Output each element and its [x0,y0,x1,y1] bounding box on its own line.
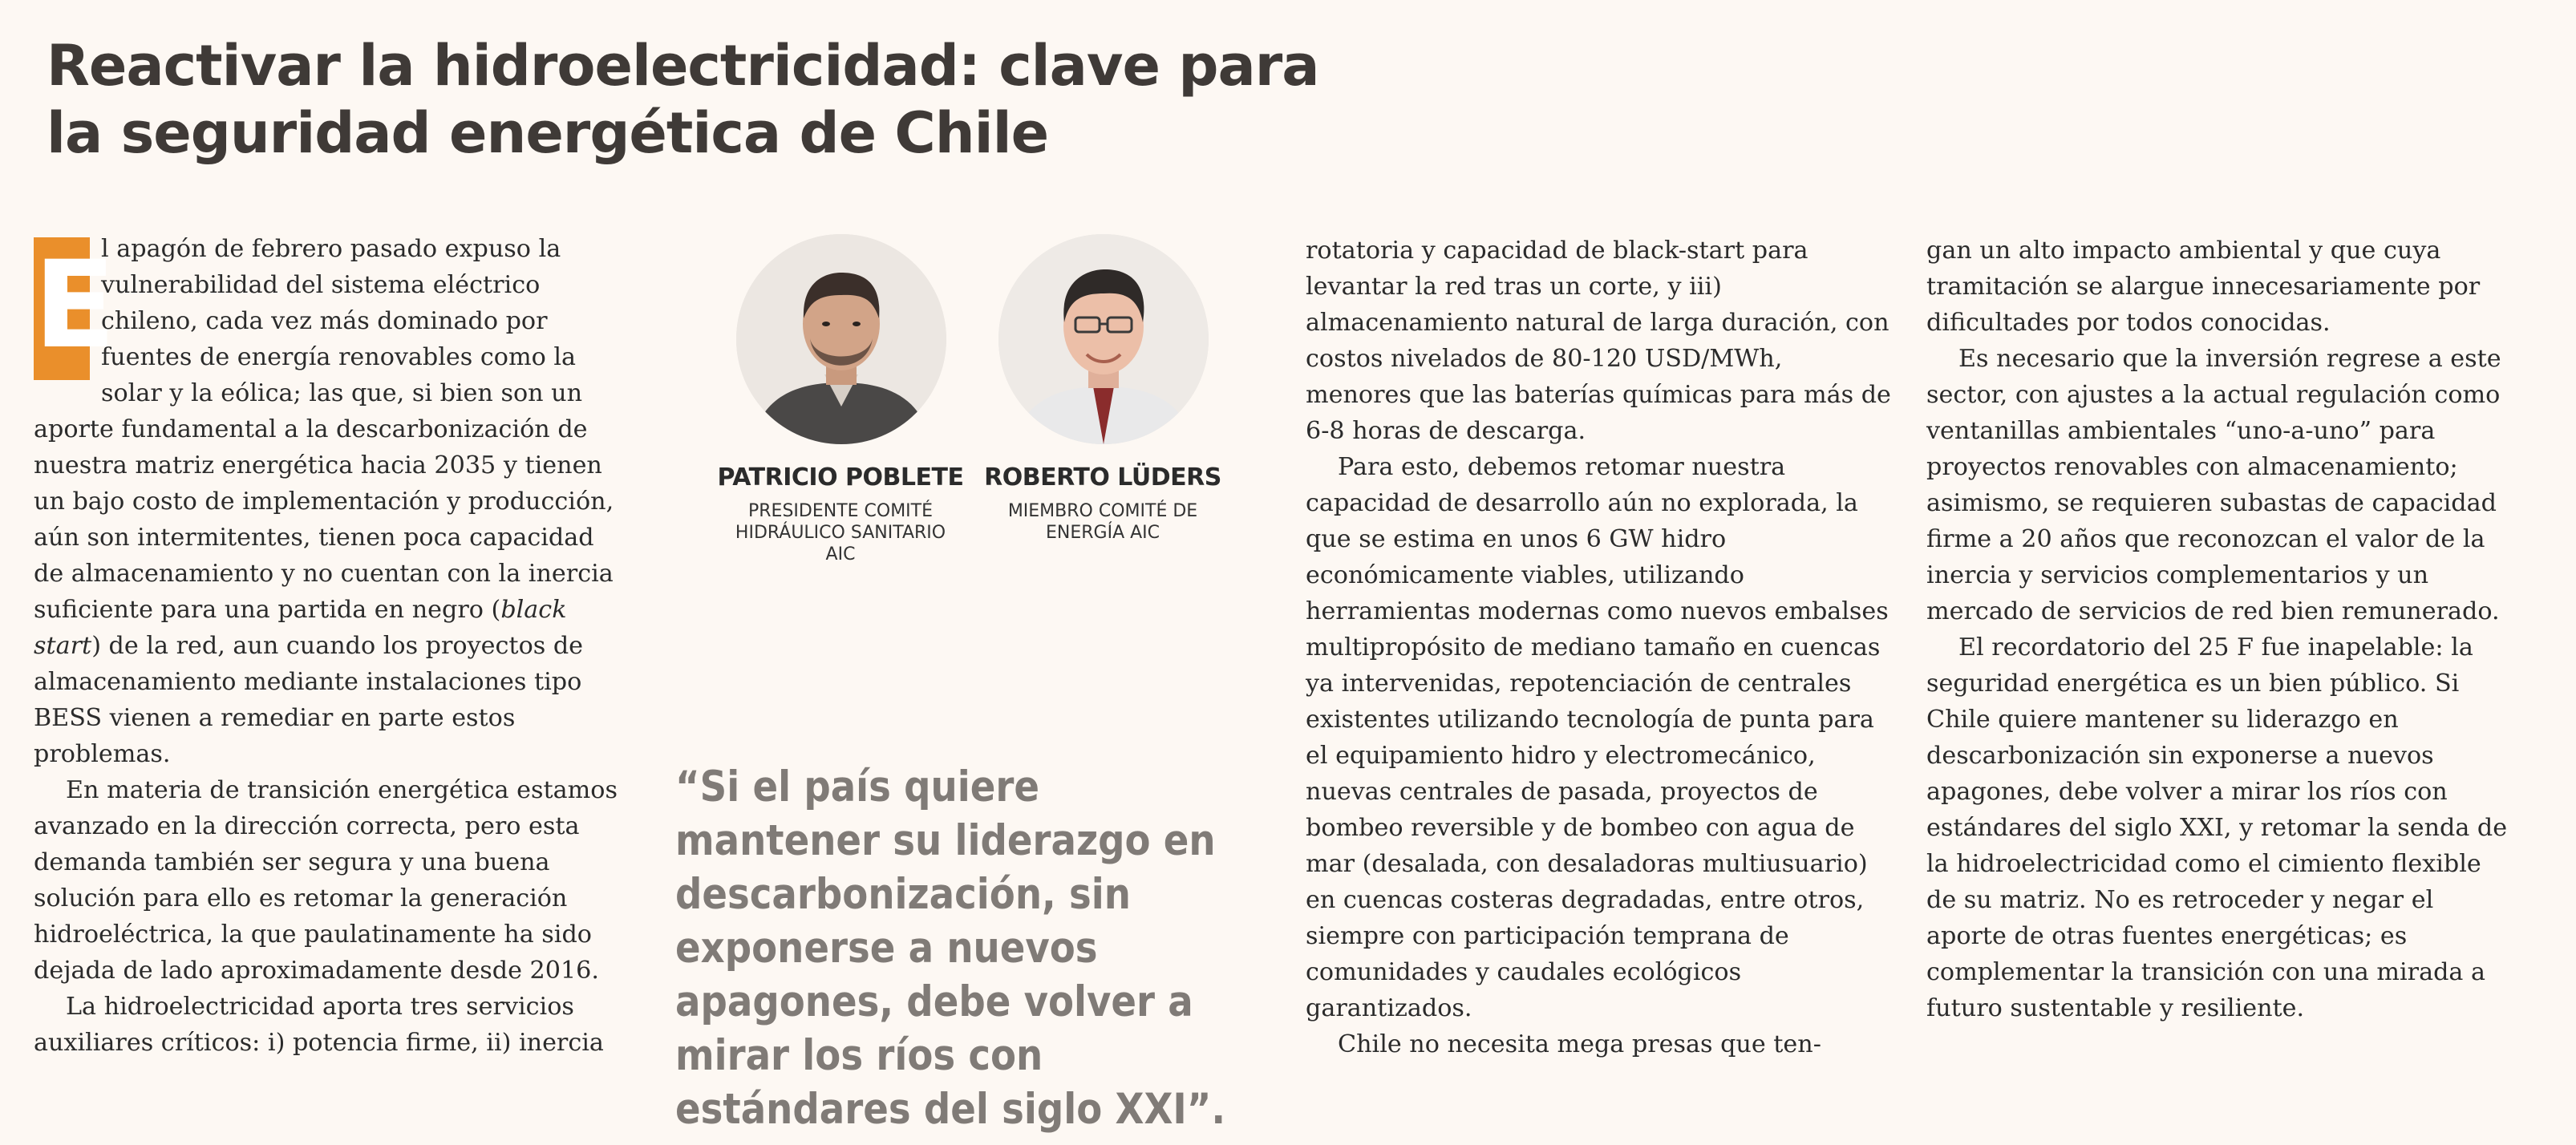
article-column-4 [1926,233,2516,1026]
article-column-3 [1306,233,1895,1062]
role-line: MIEMBRO COMITÉ DE [1007,501,1198,521]
author-role [958,500,1247,544]
paragraph: En materia de transición energética estamos avanzado en la dirección correcta, pero esta demanda también ser segura y una buena solución para ello es retomar la generación hidroeléctrica, la que paulatinamente ha sido dejada de lado aproximadamente desde 2016. [34,776,618,985]
paragraph: La hidroelectricidad aporta tres servicios auxiliares críticos: i) potencia firme, ii) inercia [34,993,604,1057]
paragraph: Es necesario que la inversión regrese a este sector, con ajustes a la actual regulación como ventanillas ambientales “uno-a-uno” para proyectos renovables con almacenamiento; asimismo, se requieren subastas de capacidad firme a 20 años que reconozcan el valor de la inercia y servicios complementarios y un mercado de servicios de red bien remunerado. [1926,345,2501,625]
author-role [696,500,985,565]
role-line: HIDRÁULICO SANITARIO [735,523,946,543]
author-name: PATRICIO POBLETE [717,463,964,492]
paragraph: rotatoria y capacidad de black-start para levantar la red tras un corte, y iii) almacenamiento natural de larga duración, con costos nivelados de 80-120 USD/MWh, menores que las baterías químicas para más de 6-8 horas de descarga. [1306,237,1891,445]
role-line: ENERGÍA AIC [1045,523,1160,543]
author-photo-roberto-luders [998,234,1209,444]
paragraph-text: l apagón de febrero pasado expuso la vulnerabilidad del sistema eléctrico chileno, cada vez más dominado por fuentes de energía renovables como la solar y la eólica; las que, si bien son un aporte fundamental a la descarbonización de nuestra matriz energética hacia 2035 y tienen un bajo costo de implementación y producción, aún son intermitentes, tienen poca capacidad de almacenamiento y no cuentan con la inercia suficiente para una partida en negro ( [34,235,614,624]
headline: Reactivar la hidroelectricidad: clave para la seguridad energética de Chile [47,33,1319,166]
author-name: ROBERTO LÜDERS [984,463,1221,492]
paragraph: gan un alto impacto ambiental y que cuya tramitación se alargue innecesariamente por dificultades por todos conocidas. [1926,237,2481,337]
pull-quote: “Si el país quiere mantener su liderazgo en descarbonización, sin exponerse a nuevos apagones, debe volver a mirar los ríos con estándares del siglo XXI”. [675,763,1226,1134]
paragraph-text: ) de la red, aun cuando los proyectos de almacenamiento mediante instalaciones tipo BESS vienen a remediar en parte estos problemas. [34,632,584,768]
italic-term: black start [34,596,567,660]
role-line: PRESIDENTE COMITÉ [747,501,934,521]
author-photo-patricio-poblete [736,234,946,444]
paragraph [34,231,626,772]
portrait-icon [998,234,1209,444]
paragraph: El recordatorio del 25 F fue inapelable: la seguridad energética es un bien público. Si Chile quiere mantener su liderazgo en descarbonización sin exponerse a nuevos apagones, debe volver a mirar los ríos con estándares del siglo XXI, y retomar la senda de la hidroelectricidad como el cimiento flexible de su matriz. No es retroceder y negar el aporte de otras fuentes energéticas; es complementar la transición con una mirada a futuro sustentable y resiliente. [1926,633,2508,1022]
role-line: AIC [825,544,856,564]
paragraph: Chile no necesita mega presas que ten- [1338,1030,1821,1058]
portrait-icon [736,234,946,444]
article-column-1 [34,231,626,1061]
drop-cap: E [34,237,90,380]
paragraph: Para esto, debemos retomar nuestra capacidad de desarrollo aún no explorada, la que se estima en unos 6 GW hidro económicamente viables, utilizando herramientas modernas como nuevos embalses multipropósito de mediano tamaño en cuencas ya intervenidas, repotenciación de centrales existentes utilizando tecnología de punta para el equipamiento hidro y electromecánico, nuevas centrales de pasada, proyectos de bombeo reversible y de bombeo con agua de mar (desalada, con desaladoras multiusuario) en cuencas costeras degradadas, entre otros, siempre con participación temprana de comunidades y caudales ecológicos garantizados. [1306,453,1889,1022]
